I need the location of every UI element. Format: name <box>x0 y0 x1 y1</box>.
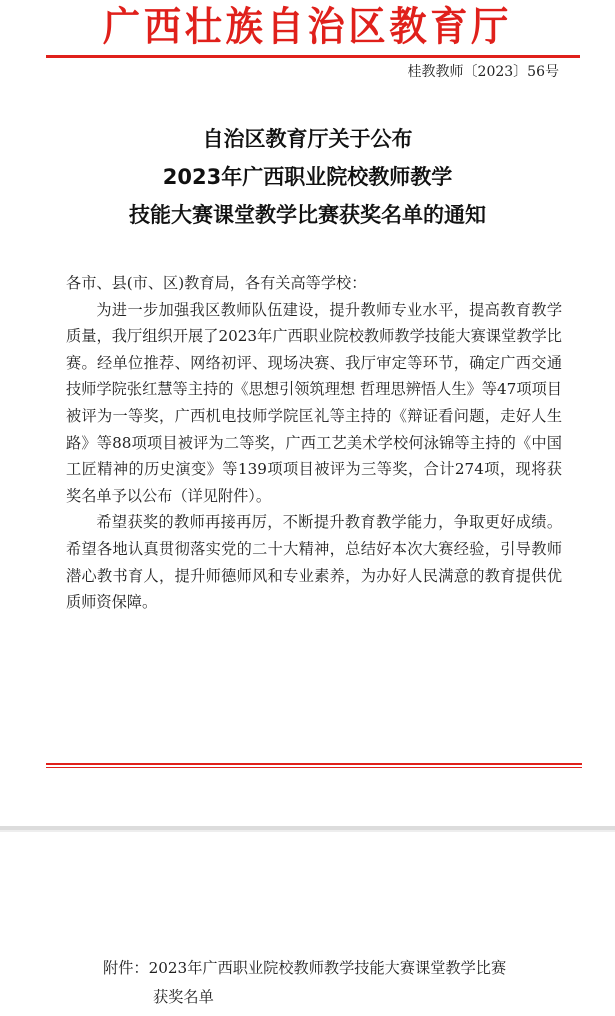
title-line-3: 技能大赛课堂教学比赛获奖名单的通知 <box>129 203 486 227</box>
document-number: 桂教教师〔2023〕56号 <box>407 64 559 80</box>
footer-red-rule-thin <box>46 767 582 768</box>
body-paragraph-2: 希望获奖的教师再接再厉，不断提升教育教学能力，争取更好成绩。希望各地认真贯彻落实党的二十大精神，总结好本次大赛经验，引导教师潜心教书育人，提升师德师风和专业素养，为办好人民满意的教育提供优质师资保障。 <box>66 513 562 612</box>
title-line-1: 自治区教育厅关于公布 <box>202 127 413 151</box>
notice-title <box>0 120 615 234</box>
letterhead-red-rule <box>46 55 580 58</box>
notice-body <box>66 270 562 616</box>
letterhead-title: 广西壮族自治区教育厅 <box>102 3 513 50</box>
footer-red-rule <box>46 763 582 765</box>
attachment-line-1: 附件：2023年广西职业院校教师教学技能大赛课堂教学比赛 <box>103 959 507 977</box>
page-break-shadow <box>0 830 615 832</box>
body-paragraph-1: 为进一步加强我区教师队伍建设，提升教师专业水平，提高教育教学质量，我厅组织开展了2023年广西职业院校教师教学技能大赛课堂教学比赛。经单位推荐、网络初评、现场决赛、我厅审定等环节，确定广西交通技师学院张红慧等主持的《思想引领筑理想 哲理思辨悟人生》等47项项目被评为一等奖，广西机电技师学院匡礼等主持的《辩证看问题，走好人生路》等88项项目被评为二等奖，广西工艺美术学校何泳锦等主持的《中国工匠精神的历史演变》等139项项目被评为三等奖，合计274项，现将获奖名单予以公布（详见附件）。 <box>66 300 562 505</box>
attachment-line-2: 获奖名单 <box>153 988 214 1006</box>
attachment-note <box>103 954 573 1012</box>
title-line-2: 2023年广西职业院校教师教学 <box>162 165 453 189</box>
salutation: 各市、县(市、区)教育局，各有关高等学校： <box>66 274 367 292</box>
